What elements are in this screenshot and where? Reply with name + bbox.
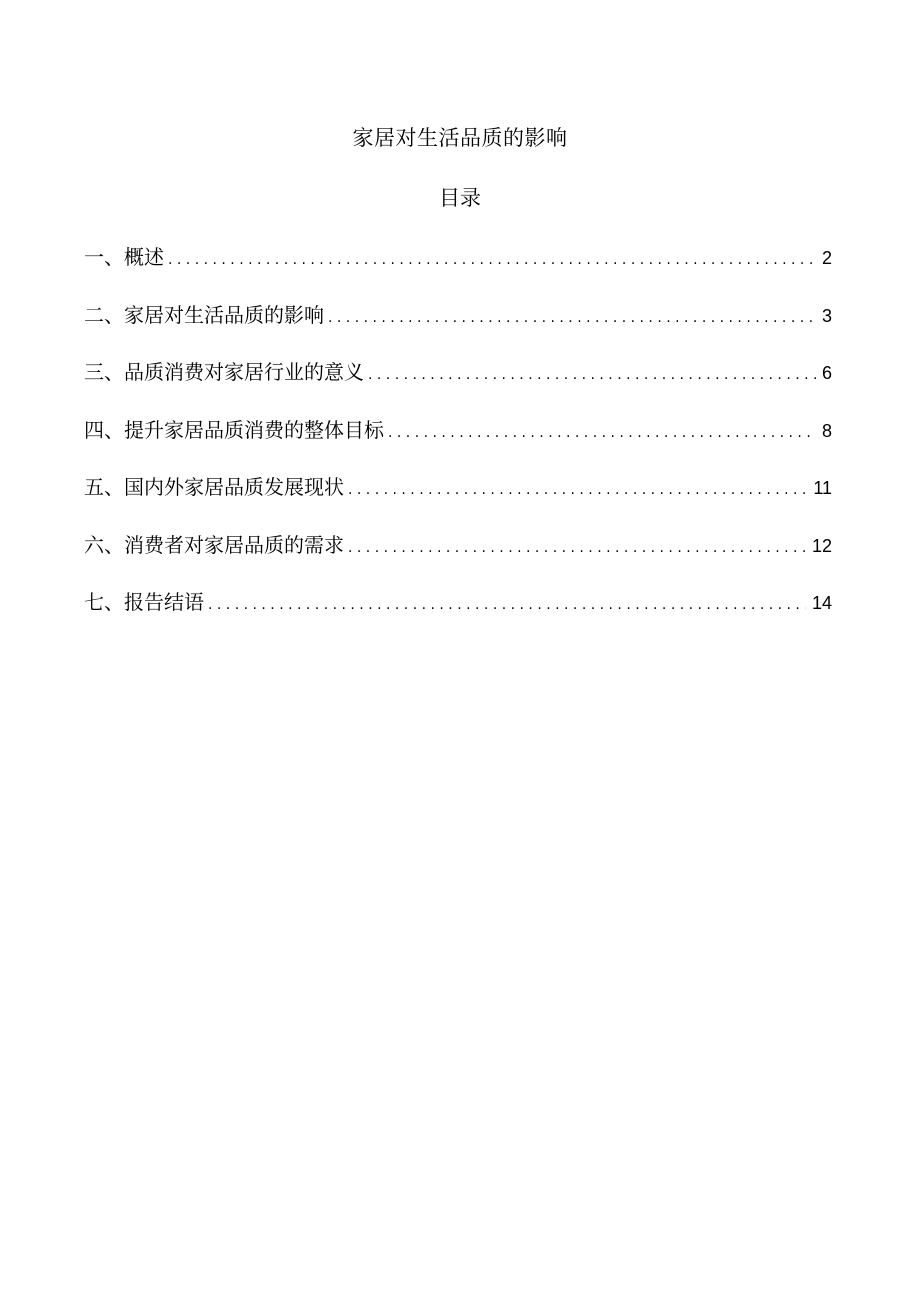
toc-entry-label: 六、消费者对家居品质的需求 — [84, 532, 344, 557]
toc-entry-overview[interactable] — [84, 243, 832, 271]
toc-entry-status[interactable] — [84, 473, 832, 501]
toc-entry-page: 6 — [821, 363, 832, 383]
toc-entry-label: 五、国内外家居品质发展现状 — [84, 475, 344, 499]
toc-dot-leader — [168, 246, 816, 274]
toc-dot-leader — [388, 419, 816, 447]
toc-entry-page: 11 — [813, 478, 832, 498]
toc-entry-page: 2 — [821, 248, 832, 268]
toc-entry-label: 四、提升家居品质消费的整体目标 — [84, 417, 384, 442]
toc-entry-page: 14 — [811, 593, 832, 613]
toc-entry-conclusion[interactable] — [84, 588, 832, 616]
toc-dot-leader — [348, 476, 807, 504]
toc-entry-label: 一、概述 — [84, 245, 164, 269]
toc-entry-page: 8 — [821, 420, 832, 441]
toc-dot-leader — [208, 591, 806, 619]
toc-dot-leader — [328, 304, 816, 332]
toc-entry-page: 12 — [811, 535, 832, 556]
toc-heading: 目录 — [439, 186, 481, 210]
toc-entry-page: 3 — [821, 305, 832, 326]
toc-entry-significance[interactable] — [84, 358, 832, 386]
document-title: 家居对生活品质的影响 — [352, 126, 568, 150]
toc-entry-goals[interactable] — [84, 416, 832, 444]
toc-entry-label: 二、家居对生活品质的影响 — [84, 302, 324, 327]
toc-entry-label: 七、报告结语 — [84, 590, 204, 614]
toc-dot-leader — [348, 534, 806, 562]
toc-entry-impact[interactable] — [84, 301, 832, 329]
toc-entry-demand[interactable] — [84, 531, 832, 559]
table-of-contents — [84, 243, 832, 646]
toc-dot-leader — [368, 361, 816, 389]
toc-entry-label: 三、品质消费对家居行业的意义 — [84, 360, 364, 384]
